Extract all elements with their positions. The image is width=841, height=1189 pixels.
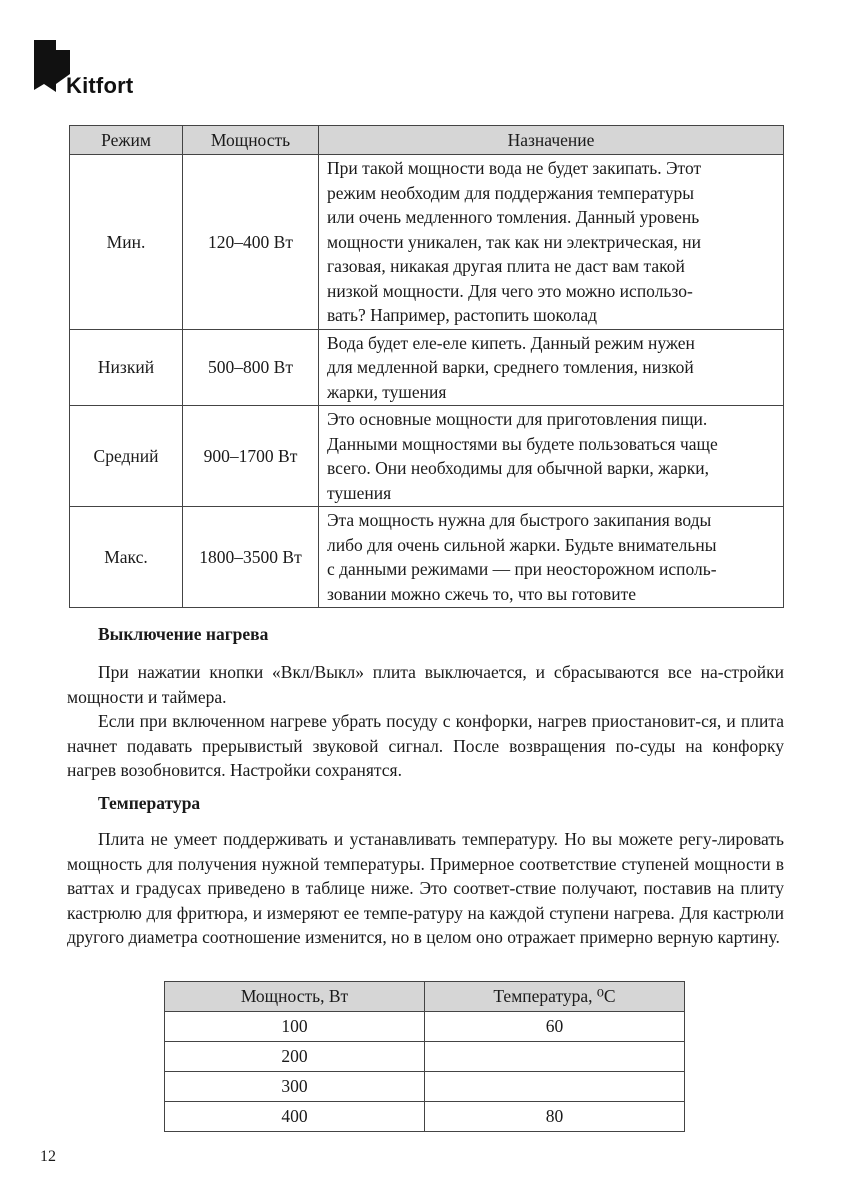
mode-cell: Средний [70,406,183,507]
table-header-row [70,126,784,155]
purpose-cell [319,507,784,608]
purpose-line: зовании можно сжечь то, что вы готовите [327,583,637,604]
table-row [70,507,784,608]
brand-name: Kitfort [66,73,134,98]
power-cell: 300 [165,1072,425,1102]
paragraph: Если при включенном нагреве убрать посуду с конфорки, нагрев приостановит-ся, и плита начнет подавать прерывистый звуковой сигнал. После возвращения по-суды на конфорку нагрев возобновится. Настройки сохранятся. [67,711,784,781]
mode-cell: Макс. [70,507,183,608]
purpose-line: Данными мощностями вы будете пользоваться чаще [327,433,718,454]
temperature-cell [425,1042,685,1072]
section-title-heating-off: Выключение нагрева [98,624,269,644]
temperature-table [164,981,685,1132]
table-row [70,406,784,507]
mode-cell: Низкий [70,329,183,406]
purpose-line: с данными режимами — при неосторожном исполь- [327,559,717,579]
purpose-cell [319,155,784,330]
purpose-line: режим необходим для поддержания температуры [327,182,694,203]
table-row [165,1042,685,1072]
purpose-line: либо для очень сильной жарки. Будьте внимательны [327,534,717,555]
mode-cell: Мин. [70,155,183,330]
purpose-line: всего. Они необходимы для обычной варки, жарки, [327,458,709,478]
col-header-power: Мощность, Вт [165,982,425,1012]
power-cell: 200 [165,1042,425,1072]
power-cell: 100 [165,1012,425,1042]
purpose-line: Это основные мощности для приготовления пищи. [327,409,708,429]
purpose-line: низкой мощности. Для чего это можно использо- [327,280,693,301]
table-row [70,155,784,330]
table-row [70,329,784,406]
purpose-line: тушения [327,482,392,503]
purpose-line: для медленной варки, среднего томления, низкой [327,357,694,377]
power-modes-table [69,125,784,608]
brand-logo [34,40,154,100]
power-cell: 900–1700 Вт [183,406,319,507]
table-row [165,1102,685,1132]
col-header-temperature: Температура, ⁰С [425,982,685,1012]
purpose-line: жарки, тушения [327,381,447,402]
section-title-temperature: Температура [98,793,201,813]
paragraph: Плита не умеет поддерживать и устанавливать температуру. Но вы можете регу-лировать мощность для получения нужной температуры. Примерное соответствие ступеней мощности в ваттах и градусах приведено в таблице ниже. Это соответ-ствие получают, поставив на плиту кастрюлю для фритюра, и измеряют ее темпе-ратуру на каждой ступени нагрева. Для кастрюли другого диаметра соотношение изменится, но в целом оно отражает примерно верную картину. [67,829,784,948]
table-header-row [165,982,685,1012]
col-header-purpose: Назначение [319,126,784,155]
purpose-cell [319,406,784,507]
purpose-cell [319,329,784,406]
purpose-line: вать? Например, растопить шоколад [327,305,598,325]
power-cell: 1800–3500 Вт [183,507,319,608]
col-header-mode: Режим [70,126,183,155]
power-cell: 120–400 Вт [183,155,319,330]
paragraph: При нажатии кнопки «Вкл/Выкл» плита выключается, и сбрасываются все на-стройки мощности и таймера. [67,662,784,707]
power-cell: 400 [165,1102,425,1132]
purpose-line: или очень медленного томления. Данный уровень [327,207,700,227]
purpose-line: мощности уникален, так как ни электрическая, ни [327,231,702,252]
purpose-line: Эта мощность нужна для быстрого закипания воды [327,510,712,530]
page-number: 12 [40,1148,56,1165]
temperature-cell: 80 [425,1102,685,1132]
purpose-line: газовая, никакая другая плита не даст вам такой [327,256,685,276]
power-cell: 500–800 Вт [183,329,319,406]
temperature-cell [425,1072,685,1102]
col-header-power: Мощность [183,126,319,155]
temperature-cell: 60 [425,1012,685,1042]
purpose-line: При такой мощности вода не будет закипать. Этот [327,158,702,178]
table-row [165,1072,685,1102]
purpose-line: Вода будет еле-еле кипеть. Данный режим нужен [327,332,695,353]
table-row [165,1012,685,1042]
